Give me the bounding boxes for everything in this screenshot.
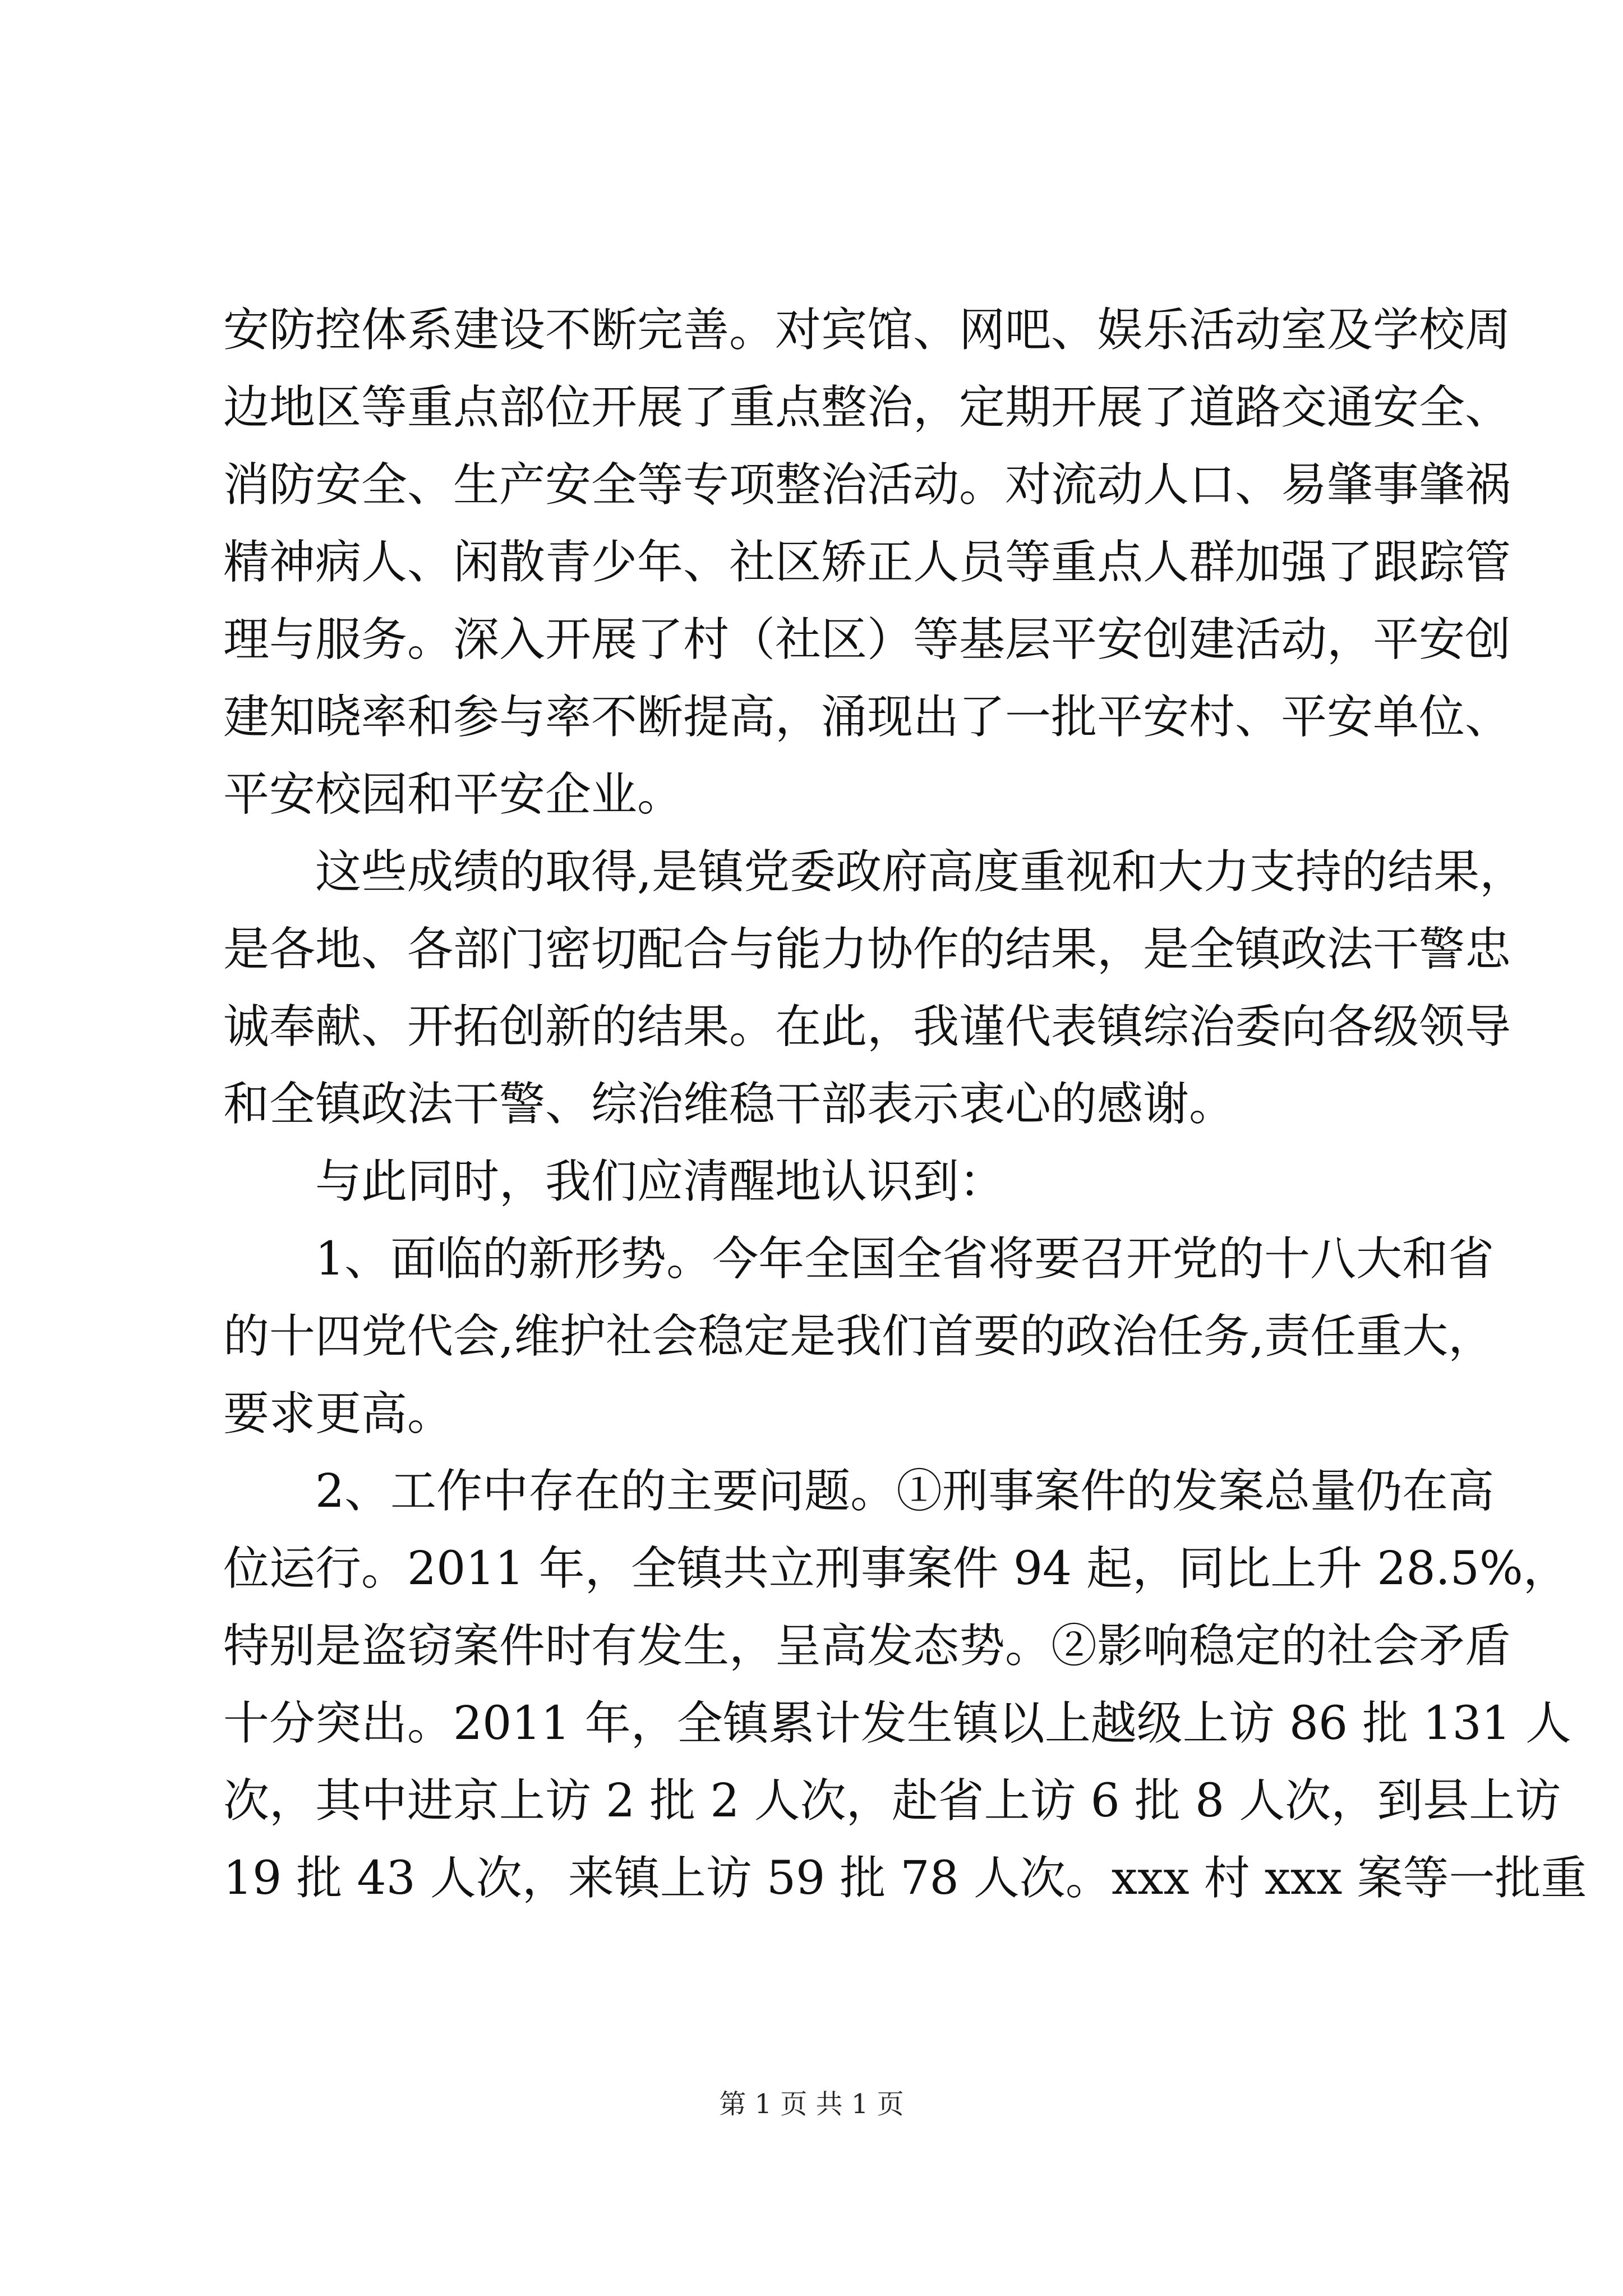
text-line: 平安校园和平安企业。 [223,768,684,821]
text-line: 是各地、各部门密切配合与能力协作的结果，是全镇政法干警忠 [223,923,1511,976]
document-body [223,292,1587,1917]
text-line: 要求更高。 [223,1387,454,1441]
text-line: 诚奉献、开拓创新的结果。在此，我谨代表镇综治委向各级领导 [223,1000,1511,1053]
paragraph-first-line: 与此同时，我们应清醒地认识到： [315,1155,1006,1208]
page-footer: 第 1 页 共 1 页 [719,2088,904,2120]
text-line: 消防安全、生产安全等专项整治活动。对流动人口、易肇事肇祸 [223,458,1511,512]
text-line: 特别是盗窃案件时有发生，呈高发态势。②影响稳定的社会矛盾 [223,1619,1511,1673]
text-line: 边地区等重点部位开展了重点整治，定期开展了道路交通安全、 [223,381,1511,434]
text-line: 理与服务。深入开展了村（社区）等基层平安创建活动，平安创 [223,613,1511,666]
paragraph-first-line: 1、面临的新形势。今年全国全省将要召开党的十八大和省 [315,1232,1495,1286]
text-line: 位运行。2011 年，全镇共立刑事案件 94 起，同比上升 28.5%， [223,1542,1569,1595]
paragraph-first-line: 2、工作中存在的主要问题。①刑事案件的发案总量仍在高 [315,1465,1495,1518]
text-line: 安防控体系建设不断完善。对宾馆、网吧、娱乐活动室及学校周 [223,303,1511,357]
text-line: 建知晓率和参与率不断提高，涌现出了一批平安村、平安单位、 [223,691,1511,744]
paragraph-first-line: 这些成绩的取得,是镇党委政府高度重视和大力支持的结果， [315,845,1526,899]
text-line: 19 批 43 人次，来镇上访 59 批 78 人次。xxx 村 xxx 案等一批重 [223,1852,1587,1905]
text-line: 的十四党代会,维护社会稳定是我们首要的政治任务,责任重大， [223,1310,1495,1363]
text-line: 次，其中进京上访 2 批 2 人次，赴省上访 6 批 8 人次，到县上访 [223,1774,1561,1828]
text-line: 和全镇政法干警、综治维稳干部表示衷心的感谢。 [223,1078,1235,1131]
text-line: 十分突出。2011 年，全镇累计发生镇以上越级上访 86 批 131 人 [223,1697,1571,1750]
text-line: 精神病人、闲散青少年、社区矫正人员等重点人群加强了跟踪管 [223,536,1511,589]
